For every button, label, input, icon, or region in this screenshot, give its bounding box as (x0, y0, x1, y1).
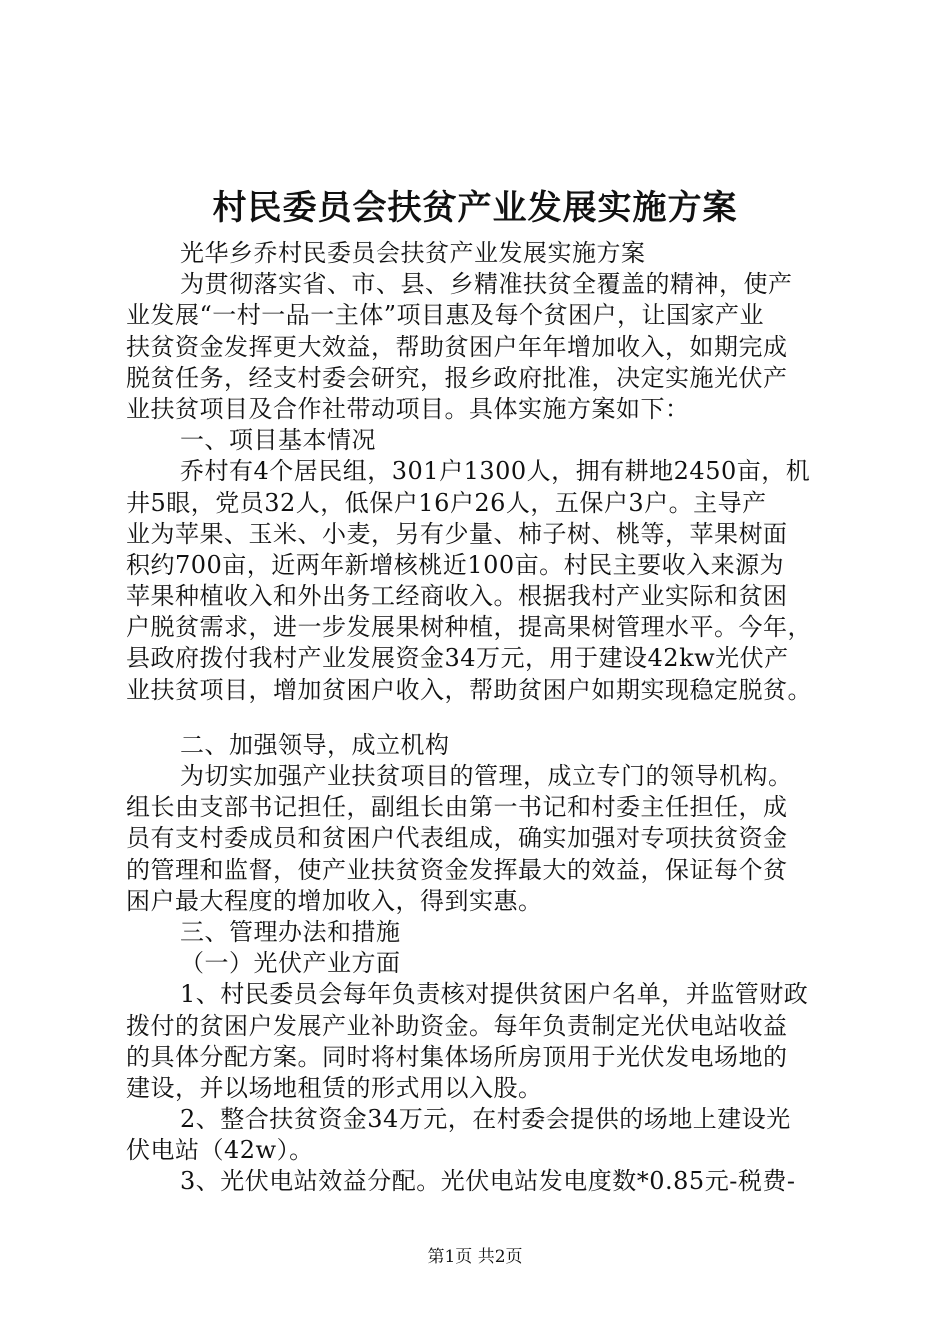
paragraph-line: 的具体分配方案。同时将村集体场所房顶用于光伏发电场地的 (126, 1042, 788, 1071)
paragraph-line: 的管理和监督，使产业扶贫资金发挥最大的效益，保证每个贫 (126, 855, 788, 884)
paragraph-line: 2、整合扶贫资金34万元，在村委会提供的场地上建设光 (180, 1105, 791, 1134)
paragraph-line: 乔村有4个居民组，301户1300人，拥有耕地2450亩，机 (180, 457, 811, 486)
paragraph-line: 员有支村委成员和贫困户代表组成，确实加强对专项扶贫资金 (126, 824, 788, 853)
paragraph-line: 业扶贫项目及合作社带动项目。具体实施方案如下： (126, 394, 690, 423)
document-title: 村民委员会扶贫产业发展实施方案 (212, 188, 738, 228)
paragraph-line: 脱贫任务，经支村委会研究，报乡政府批准，决定实施光伏产 (126, 363, 788, 392)
paragraph-line: 建设，并以场地租赁的形式用以入股。 (126, 1073, 543, 1102)
paragraph-line: 伏电站（42w）。 (126, 1136, 314, 1165)
paragraph-line: 业为苹果、玉米、小麦，另有少量、柿子树、桃等，苹果树面 (126, 519, 788, 548)
paragraph-line: 组长由支部书记担任，副组长由第一书记和村委主任担任，成 (126, 793, 788, 822)
document-body (126, 238, 846, 1198)
paragraph-line: 为贯彻落实省、市、县、乡精准扶贫全覆盖的精神，使产 (180, 270, 793, 299)
paragraph-line: 业扶贫项目，增加贫困户收入，帮助贫困户如期实现稳定脱贫。 (126, 675, 812, 704)
paragraph-line: 1、村民委员会每年负责核对提供贫困户名单，并监管财政 (180, 980, 809, 1009)
paragraph-line: 拨付的贫困户发展产业补助资金。每年负责制定光伏电站收益 (126, 1011, 788, 1040)
subtitle-line: 光华乡乔村民委员会扶贫产业发展实施方案 (180, 239, 646, 267)
paragraph-gap (126, 706, 846, 730)
paragraph-line: 户脱贫需求，进一步发展果树种植，提高果树管理水平。今年， (126, 613, 812, 642)
paragraph-line: 积约700亩，近两年新增核桃近100亩。村民主要收入来源为 (126, 550, 785, 579)
paragraph-line: 井5眼，党员32人，低保户16户26人，五保户3户。主导产 (126, 488, 767, 517)
subsection-heading: （一）光伏产业方面 (180, 949, 401, 978)
paragraph-line: 苹果种植收入和外出务工经商收入。根据我村产业实际和贫困 (126, 582, 788, 611)
paragraph-line: 业发展“一村一品一主体”项目惠及每个贫困户，让国家产业 (126, 301, 765, 330)
paragraph-line: 为切实加强产业扶贫项目的管理，成立专门的领导机构。 (180, 762, 793, 790)
paragraph-line: 扶贫资金发挥更大效益，帮助贫困户年年增加收入，如期完成 (126, 332, 788, 361)
paragraph-line: 县政府拨付我村产业发展资金34万元，用于建设42kw光伏产 (126, 644, 789, 673)
page-number-footer: 第1页 共2页 (427, 1247, 523, 1267)
section-heading: 二、加强领导，成立机构 (180, 730, 450, 759)
section-heading: 一、项目基本情况 (180, 426, 376, 455)
section-heading: 三、管理办法和措施 (180, 917, 401, 946)
paragraph-line: 困户最大程度的增加收入，得到实惠。 (126, 886, 543, 915)
paragraph-line: 3、光伏电站效益分配。光伏电站发电度数*0.85元-税费- (180, 1167, 796, 1196)
